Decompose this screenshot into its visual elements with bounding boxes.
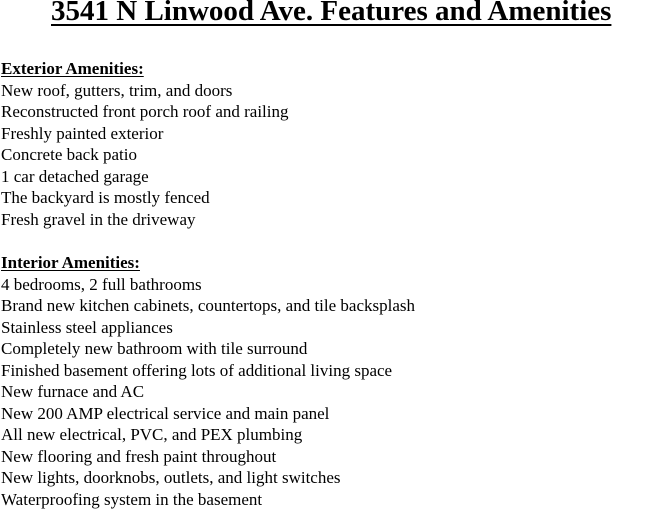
- exterior-amenity-item: 1 car detached garage: [1, 166, 289, 188]
- interior-amenity-item: New flooring and fresh paint throughout: [1, 446, 415, 468]
- interior-amenities-section: [1, 252, 415, 510]
- exterior-amenities-heading: Exterior Amenities:: [1, 58, 289, 80]
- interior-amenity-item: All new electrical, PVC, and PEX plumbing: [1, 424, 415, 446]
- interior-amenity-item: Finished basement offering lots of additional living space: [1, 360, 415, 382]
- interior-amenity-item: Completely new bathroom with tile surround: [1, 338, 415, 360]
- exterior-amenity-item: Reconstructed front porch roof and railing: [1, 101, 289, 123]
- exterior-amenity-item: New roof, gutters, trim, and doors: [1, 80, 289, 102]
- interior-amenity-item: Waterproofing system in the basement: [1, 489, 415, 510]
- exterior-amenity-item: Fresh gravel in the driveway: [1, 209, 289, 231]
- interior-amenity-item: Brand new kitchen cabinets, countertops, and tile backsplash: [1, 295, 415, 317]
- interior-amenities-list: [1, 274, 415, 510]
- exterior-amenity-item: Freshly painted exterior: [1, 123, 289, 145]
- exterior-amenities-section: [1, 58, 289, 230]
- interior-amenity-item: Stainless steel appliances: [1, 317, 415, 339]
- interior-amenity-item: New 200 AMP electrical service and main panel: [1, 403, 415, 425]
- exterior-amenities-list: [1, 80, 289, 231]
- interior-amenity-item: New lights, doorknobs, outlets, and light switches: [1, 467, 415, 489]
- exterior-amenity-item: The backyard is mostly fenced: [1, 187, 289, 209]
- document-title: 3541 N Linwood Ave. Features and Amenities: [51, 0, 611, 28]
- interior-amenities-heading: Interior Amenities:: [1, 252, 415, 274]
- interior-amenity-item: New furnace and AC: [1, 381, 415, 403]
- exterior-amenity-item: Concrete back patio: [1, 144, 289, 166]
- interior-amenity-item: 4 bedrooms, 2 full bathrooms: [1, 274, 415, 296]
